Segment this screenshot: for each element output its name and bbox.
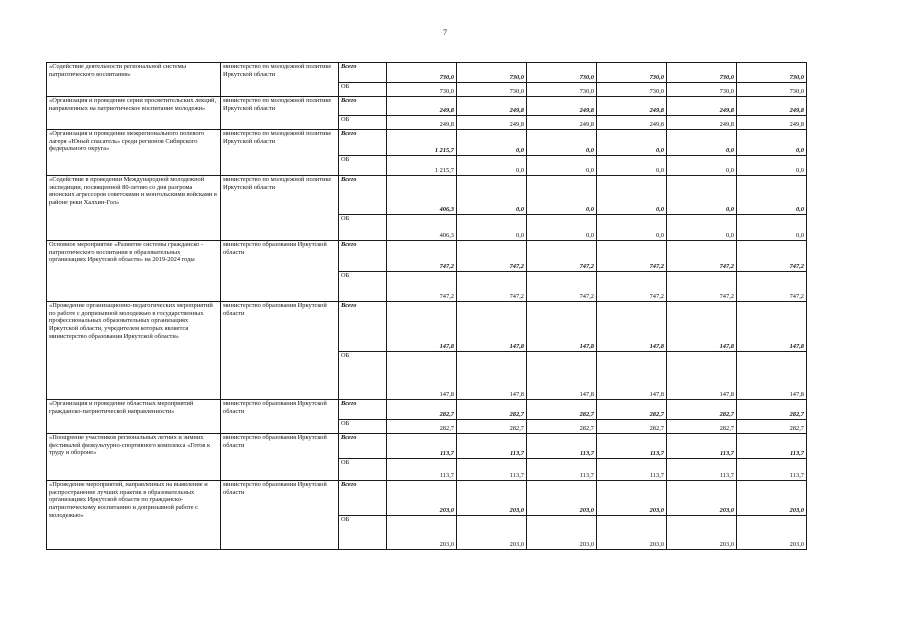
total-value-cell: 249,8 [597,97,667,116]
funding-type-ob: ОБ [339,215,387,241]
total-value-cell: 0,0 [667,130,737,156]
funding-type-total: Всего [339,176,387,215]
ob-value-cell: 147,8 [457,352,527,400]
ob-value-cell: 203,0 [667,516,737,550]
total-value-cell: 282,7 [597,400,667,420]
ob-value-cell: 203,0 [527,516,597,550]
total-value-cell: 203,0 [387,481,457,516]
total-value-cell: 113,7 [527,434,597,459]
funding-type-ob: ОБ [339,116,387,130]
ob-value-cell: 747,2 [387,272,457,302]
table-row-total [47,434,807,459]
ob-value-cell: 113,7 [597,459,667,481]
ob-value-cell: 282,7 [597,420,667,434]
ob-value-cell: 730,0 [597,83,667,97]
total-value-cell: 147,8 [597,302,667,352]
event-name-cell: «Организация и проведение областных мероприятий гражданско-патриотической направленности» [47,400,221,434]
ob-value-cell: 406,3 [387,215,457,241]
ob-value-cell: 0,0 [737,215,807,241]
total-value-cell: 747,2 [597,241,667,272]
funding-type-ob: ОБ [339,420,387,434]
ob-value-cell: 249,8 [457,116,527,130]
agency-cell: министерство образования Иркутской области [221,302,339,400]
ob-value-cell: 0,0 [737,156,807,176]
table-body [47,63,807,550]
event-name-cell: «Организация и проведение межрегионального полевого лагеря «Юный спасатель» среди регионов Сибирского федерального округа» [47,130,221,176]
total-value-cell: 0,0 [597,130,667,156]
table-row-total [47,241,807,272]
agency-cell: министерство по молодежной политике Иркутской области [221,176,339,241]
funding-type-total: Всего [339,241,387,272]
table-row-total [47,130,807,156]
total-value-cell: 203,0 [527,481,597,516]
total-value-cell: 0,0 [457,176,527,215]
agency-cell: министерство образования Иркутской области [221,400,339,434]
table-row-total [47,63,807,83]
ob-value-cell: 282,7 [737,420,807,434]
total-value-cell: 282,7 [667,400,737,420]
total-value-cell: 0,0 [597,176,667,215]
funding-type-total: Всего [339,63,387,83]
ob-value-cell: 730,0 [457,83,527,97]
total-value-cell: 0,0 [527,176,597,215]
ob-value-cell: 0,0 [457,156,527,176]
ob-value-cell: 730,0 [387,83,457,97]
page-number: 7 [443,28,447,37]
total-value-cell: 203,0 [667,481,737,516]
ob-value-cell: 0,0 [667,156,737,176]
ob-value-cell: 282,7 [457,420,527,434]
total-value-cell: 747,2 [387,241,457,272]
total-value-cell: 0,0 [737,130,807,156]
ob-value-cell: 747,2 [737,272,807,302]
total-value-cell: 730,0 [387,63,457,83]
funding-type-ob: ОБ [339,352,387,400]
ob-value-cell: 203,0 [387,516,457,550]
total-value-cell: 147,8 [457,302,527,352]
ob-value-cell: 747,2 [597,272,667,302]
total-value-cell: 747,2 [737,241,807,272]
ob-value-cell: 0,0 [527,215,597,241]
budget-table [46,62,807,550]
funding-type-total: Всего [339,481,387,516]
total-value-cell: 1 215,7 [387,130,457,156]
total-value-cell: 147,8 [387,302,457,352]
ob-value-cell: 113,7 [387,459,457,481]
event-name-cell: Основное мероприятие «Развитие системы гражданско - патриотического воспитания в образовательных организациях Иркутской области» на 2019-2024 годы [47,241,221,302]
ob-value-cell: 747,2 [527,272,597,302]
total-value-cell: 747,2 [457,241,527,272]
ob-value-cell: 147,8 [597,352,667,400]
funding-type-ob: ОБ [339,156,387,176]
total-value-cell: 730,0 [527,63,597,83]
total-value-cell: 282,7 [387,400,457,420]
event-name-cell: «Поощрение участников региональных летних и зимних фестивалей физкультурно-спортивного комплекса «Готов к труду и обороне» [47,434,221,481]
total-value-cell: 113,7 [737,434,807,459]
total-value-cell: 113,7 [667,434,737,459]
total-value-cell: 0,0 [737,176,807,215]
funding-type-total: Всего [339,400,387,420]
ob-value-cell: 730,0 [667,83,737,97]
ob-value-cell: 147,8 [667,352,737,400]
total-value-cell: 203,0 [737,481,807,516]
ob-value-cell: 147,8 [527,352,597,400]
ob-value-cell: 249,8 [597,116,667,130]
total-value-cell: 282,7 [737,400,807,420]
agency-cell: министерство образования Иркутской области [221,241,339,302]
ob-value-cell: 747,2 [667,272,737,302]
ob-value-cell: 0,0 [667,215,737,241]
event-name-cell: «Проведение мероприятий, направленных на выявление и распространение лучших практик в образовательных организациях Иркутской области по гражданско-патриотическому воспитанию и допризывной работе с молодежью» [47,481,221,550]
table-row-total [47,176,807,215]
total-value-cell: 0,0 [457,130,527,156]
funding-type-ob: ОБ [339,459,387,481]
total-value-cell: 147,8 [527,302,597,352]
total-value-cell: 249,8 [667,97,737,116]
event-name-cell: «Организация и проведение серии просветительских лекций, направленных на патриотическое воспитание молодежи» [47,97,221,130]
total-value-cell: 0,0 [527,130,597,156]
agency-cell: министерство образования Иркутской области [221,481,339,550]
agency-cell: министерство образования Иркутской области [221,434,339,481]
ob-value-cell: 282,7 [667,420,737,434]
total-value-cell: 0,0 [667,176,737,215]
funding-type-total: Всего [339,434,387,459]
ob-value-cell: 282,7 [387,420,457,434]
ob-value-cell: 0,0 [597,156,667,176]
total-value-cell: 747,2 [527,241,597,272]
ob-value-cell: 249,8 [667,116,737,130]
funding-type-ob: ОБ [339,272,387,302]
total-value-cell: 147,8 [737,302,807,352]
event-name-cell: «Содействие в проведении Международной молодежной экспедиции, посвященной 80-летию со дня разгрома японских агрессоров советскими и монгольскими войсками в районе реки Халхин-Гол» [47,176,221,241]
total-value-cell: 249,8 [527,97,597,116]
total-value-cell: 249,8 [737,97,807,116]
ob-value-cell: 730,0 [527,83,597,97]
total-value-cell: 249,8 [387,97,457,116]
funding-type-total: Всего [339,302,387,352]
total-value-cell: 113,7 [387,434,457,459]
ob-value-cell: 0,0 [597,215,667,241]
total-value-cell: 147,8 [667,302,737,352]
ob-value-cell: 113,7 [527,459,597,481]
ob-value-cell: 249,8 [527,116,597,130]
ob-value-cell: 282,7 [527,420,597,434]
agency-cell: министерство по молодежной политике Иркутской области [221,63,339,97]
ob-value-cell: 203,0 [737,516,807,550]
agency-cell: министерство по молодежной политике Иркутской области [221,130,339,176]
total-value-cell: 249,8 [457,97,527,116]
ob-value-cell: 1 215,7 [387,156,457,176]
total-value-cell: 203,0 [597,481,667,516]
funding-type-total: Всего [339,97,387,116]
ob-value-cell: 203,0 [597,516,667,550]
ob-value-cell: 249,8 [387,116,457,130]
total-value-cell: 203,0 [457,481,527,516]
ob-value-cell: 0,0 [527,156,597,176]
ob-value-cell: 747,2 [457,272,527,302]
table-row-total [47,481,807,516]
total-value-cell: 730,0 [457,63,527,83]
total-value-cell: 282,7 [457,400,527,420]
ob-value-cell: 113,7 [667,459,737,481]
table-row-total [47,302,807,352]
ob-value-cell: 147,8 [387,352,457,400]
agency-cell: министерство по молодежной политике Иркутской области [221,97,339,130]
funding-type-ob: ОБ [339,83,387,97]
funding-type-ob: ОБ [339,516,387,550]
funding-type-total: Всего [339,130,387,156]
event-name-cell: «Содействие деятельности региональной системы патриотического воспитания» [47,63,221,97]
total-value-cell: 730,0 [667,63,737,83]
event-name-cell: «Проведение организационно-педагогических мероприятий по работе с допризывной молодежью в государственных профессиональных образовательных организациях Иркутской области, учредителем которых является министерство образования Иркутской области» [47,302,221,400]
total-value-cell: 730,0 [737,63,807,83]
table-row-total [47,400,807,420]
ob-value-cell: 113,7 [457,459,527,481]
total-value-cell: 113,7 [597,434,667,459]
ob-value-cell: 203,0 [457,516,527,550]
ob-value-cell: 730,0 [737,83,807,97]
total-value-cell: 406,3 [387,176,457,215]
total-value-cell: 113,7 [457,434,527,459]
ob-value-cell: 249,8 [737,116,807,130]
total-value-cell: 747,2 [667,241,737,272]
ob-value-cell: 113,7 [737,459,807,481]
total-value-cell: 282,7 [527,400,597,420]
total-value-cell: 730,0 [597,63,667,83]
ob-value-cell: 147,8 [737,352,807,400]
table-row-total [47,97,807,116]
ob-value-cell: 0,0 [457,215,527,241]
